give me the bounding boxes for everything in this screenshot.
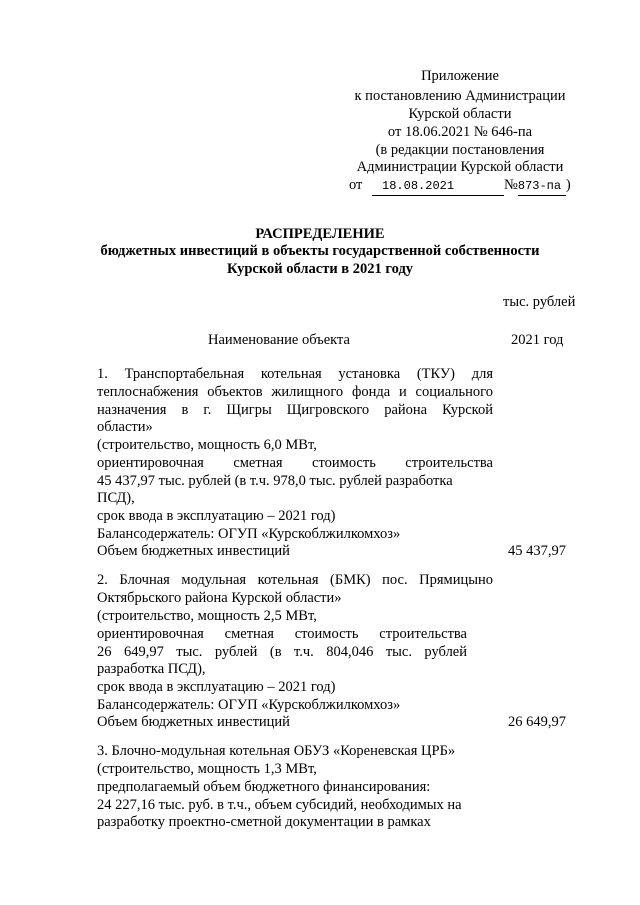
item-text-line: предполагаемый объем бюджетного финансирования: xyxy=(97,779,431,795)
revision-date-line xyxy=(349,177,571,196)
item-text-line: назначения в г. Щигры Щигровского района Курской xyxy=(97,402,493,418)
revision-from-prefix: от xyxy=(349,177,363,193)
item-text-line: срок ввода в эксплуатацию – 2021 год) xyxy=(97,679,336,695)
revision-close-paren: ) xyxy=(565,177,571,193)
item-text-line: разработка ПСД), xyxy=(97,661,206,677)
item-value: 45 437,97 xyxy=(508,543,566,559)
item-text-line: (строительство, мощность 2,5 МВт, xyxy=(97,608,317,624)
document-subtitle-line1: бюджетных инвестиций в объекты государственной собственности xyxy=(100,243,540,259)
item-text-line: 3. Блочно-модульная котельная ОБУЗ «Кореневская ЦРБ» xyxy=(97,743,456,759)
item-text-line: срок ввода в эксплуатацию – 2021 год) xyxy=(97,508,336,524)
revision-date: 18.08.2021 xyxy=(372,178,504,196)
column-header-year: 2021 год xyxy=(511,332,564,348)
item-value: 26 649,97 xyxy=(508,714,566,730)
appendix-ref-line: к постановлению Администрации xyxy=(354,88,566,104)
item-text-line: ориентировочная сметная стоимость строительства xyxy=(97,626,467,642)
revision-number-sign: № xyxy=(504,177,518,193)
item-text-line: (строительство, мощность 6,0 МВт, xyxy=(97,437,317,453)
item-text-line: 45 437,97 тыс. рублей (в т.ч. 978,0 тыс. рублей разработка xyxy=(97,473,453,489)
item-text-line: Балансодержатель: ОГУП «Курскоблжилкомхоз» xyxy=(97,697,401,713)
appendix-revision-authority: Администрации Курской области xyxy=(356,159,564,175)
column-header-name: Наименование объекта xyxy=(208,332,350,348)
item-text-line: Балансодержатель: ОГУП «Курскоблжилкомхоз» xyxy=(97,526,401,542)
item-text-line: разработку проектно-сметной документации в рамках xyxy=(97,814,431,830)
appendix-revision: (в редакции постановления xyxy=(375,142,545,158)
appendix-label: Приложение xyxy=(421,68,499,84)
item-text-line: ориентировочная сметная стоимость строительства xyxy=(97,455,493,471)
item-text-line: 26 649,97 тыс. рублей (в т.ч. 804,046 тыс. рублей xyxy=(97,644,467,660)
item-text-line: Объем бюджетных инвестиций xyxy=(97,714,290,730)
revision-number: 873-па xyxy=(518,178,566,196)
units-label: тыс. рублей xyxy=(503,294,576,310)
item-text-line: (строительство, мощность 1,3 МВт, xyxy=(97,761,317,777)
item-text-line: области» xyxy=(97,419,153,435)
item-text-line: ПСД), xyxy=(97,490,135,506)
item-text-line: 1. Транспортабельная котельная установка (ТКУ) для xyxy=(97,366,493,382)
item-text-line: теплоснабжения объектов жилищного фонда и социального xyxy=(97,384,493,400)
document-subtitle-line2: Курской области в 2021 году xyxy=(226,261,414,277)
item-text-line: 2. Блочная модульная котельная (БМК) пос. Прямицыно xyxy=(97,572,493,588)
appendix-date-number: от 18.06.2021 № 646-па xyxy=(387,124,533,140)
item-text-line: Октябрьского района Курской области» xyxy=(97,590,342,606)
appendix-region: Курской области xyxy=(408,106,512,122)
document-title: РАСПРЕДЕЛЕНИЕ xyxy=(255,226,385,242)
item-text-line: 24 227,16 тыс. руб. в т.ч., объем субсидий, необходимых на xyxy=(97,797,462,813)
item-text-line: Объем бюджетных инвестиций xyxy=(97,543,290,559)
